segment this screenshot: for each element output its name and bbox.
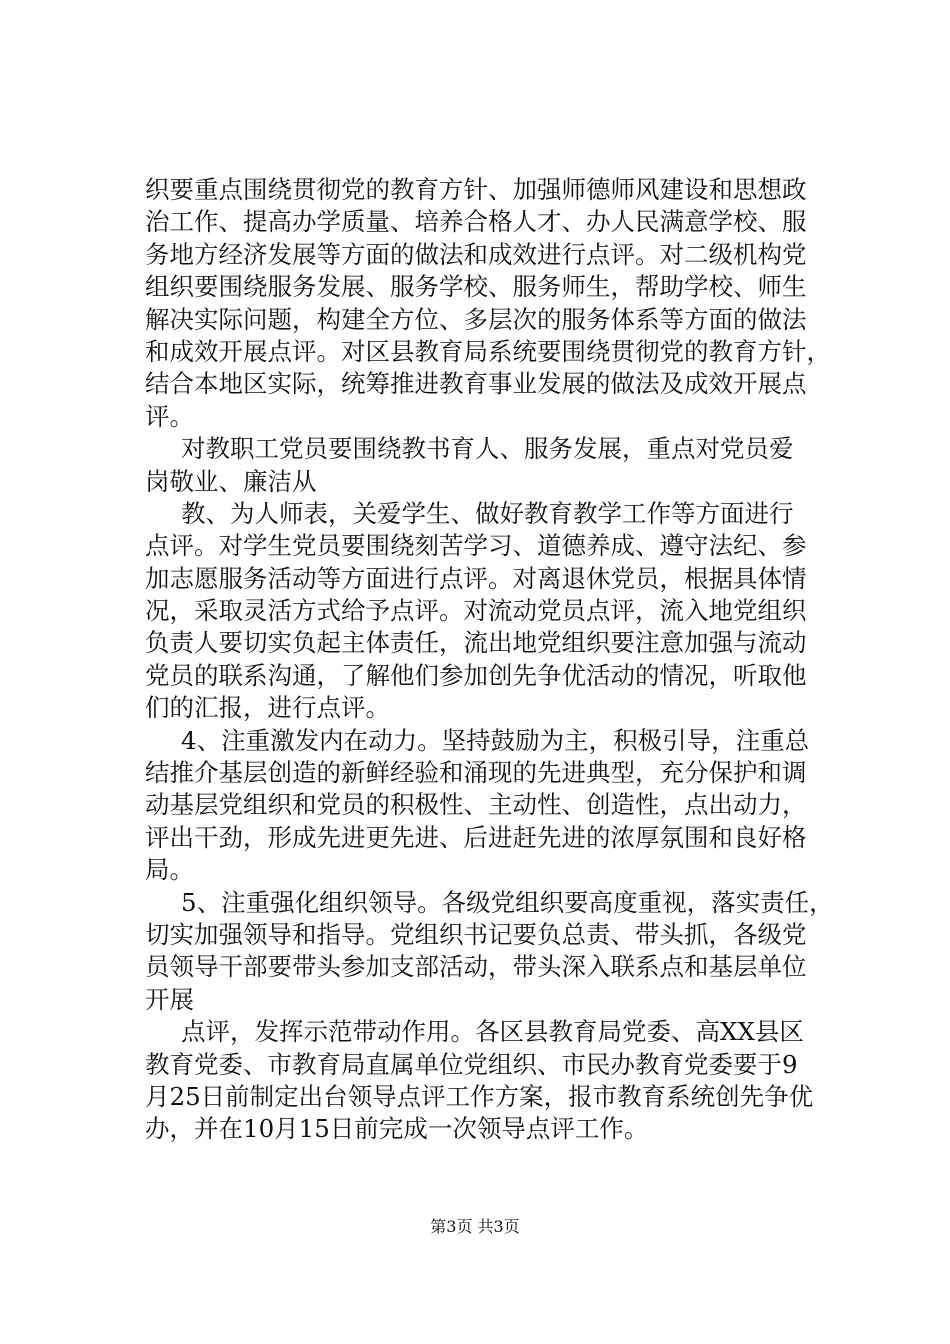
text-line: 务地方经济发展等方面的做法和成效进行点评。对二级机构党 xyxy=(145,239,807,269)
text-line: 治工作、提高办学质量、培养合格人才、办人民满意学校、服 xyxy=(145,207,807,237)
text-line: 结推介基层创造的新鲜经验和涌现的先进典型，充分保护和调 xyxy=(145,758,807,788)
text-line: 岗敬业、廉洁从 xyxy=(145,466,317,496)
text-line: 办，并在10月15日前完成一次领导点评工作。 xyxy=(145,1114,649,1144)
text-line: 5、注重强化组织领导。各级党组织要高度重视，落实责任， xyxy=(181,887,834,917)
text-line: 评。 xyxy=(145,401,194,431)
text-line: 党员的联系沟通，了解他们参加创先争优活动的情况，听取他 xyxy=(145,660,807,690)
text-line: 负责人要切实负起主体责任，流出地党组织要注意加强与流动 xyxy=(145,628,807,658)
page-footer: 第3页 共3页 xyxy=(430,1217,520,1236)
text-line: 织要重点围绕贯彻党的教育方针、加强师德师风建设和思想政 xyxy=(145,175,807,204)
text-line: 们的汇报，进行点评。 xyxy=(145,693,390,723)
text-line: 局。 xyxy=(145,855,194,885)
text-line: 结合本地区实际，统筹推进教育事业发展的做法及成效开展点 xyxy=(145,369,807,399)
text-line: 切实加强领导和指导。党组织书记要负总责、带头抓，各级党 xyxy=(145,919,807,949)
text-line: 点评。对学生党员要围绕刻苦学习、道德养成、遵守法纪、参 xyxy=(145,531,807,561)
text-line: 动基层党组织和党员的积极性、主动性、创造性，点出动力， xyxy=(145,790,807,820)
text-line: 教、为人师表，关爱学生、做好教育教学工作等方面进行 xyxy=(181,498,794,528)
text-line: 开展 xyxy=(145,984,194,1014)
text-line: 组织要围绕服务发展、服务学校、服务师生，帮助学校、师生 xyxy=(145,272,807,302)
text-line: 加志愿服务活动等方面进行点评。对离退休党员，根据具体情 xyxy=(145,563,807,593)
text-line: 4、注重激发内在动力。坚持鼓励为主，积极引导，注重总 xyxy=(181,725,810,755)
text-line: 员领导干部要带头参加支部活动，带头深入联系点和基层单位 xyxy=(145,952,807,982)
text-line: 解决实际问题，构建全方位、多层次的服务体系等方面的做法 xyxy=(145,304,807,334)
text-line: 对教职工党员要围绕教书育人、服务发展，重点对党员爱 xyxy=(181,434,794,464)
text-line: 月25日前制定出台领导点评工作方案，报市教育系统创先争优 xyxy=(145,1081,814,1111)
text-line: 和成效开展点评。对区县教育局系统要围绕贯彻党的教育方针， xyxy=(145,336,831,366)
text-line: 评出干劲，形成先进更先进、后进赶先进的浓厚氛围和良好格 xyxy=(145,822,807,852)
text-line: 点评，发挥示范带动作用。各区县教育局党委、高XX县区 xyxy=(181,1017,804,1047)
document-body xyxy=(145,174,834,1146)
text-line: 况，采取灵活方式给予点评。对流动党员点评，流入地党组织 xyxy=(145,596,807,626)
text-line: 教育党委、市教育局直属单位党组织、市民办教育党委要于9 xyxy=(145,1049,798,1079)
